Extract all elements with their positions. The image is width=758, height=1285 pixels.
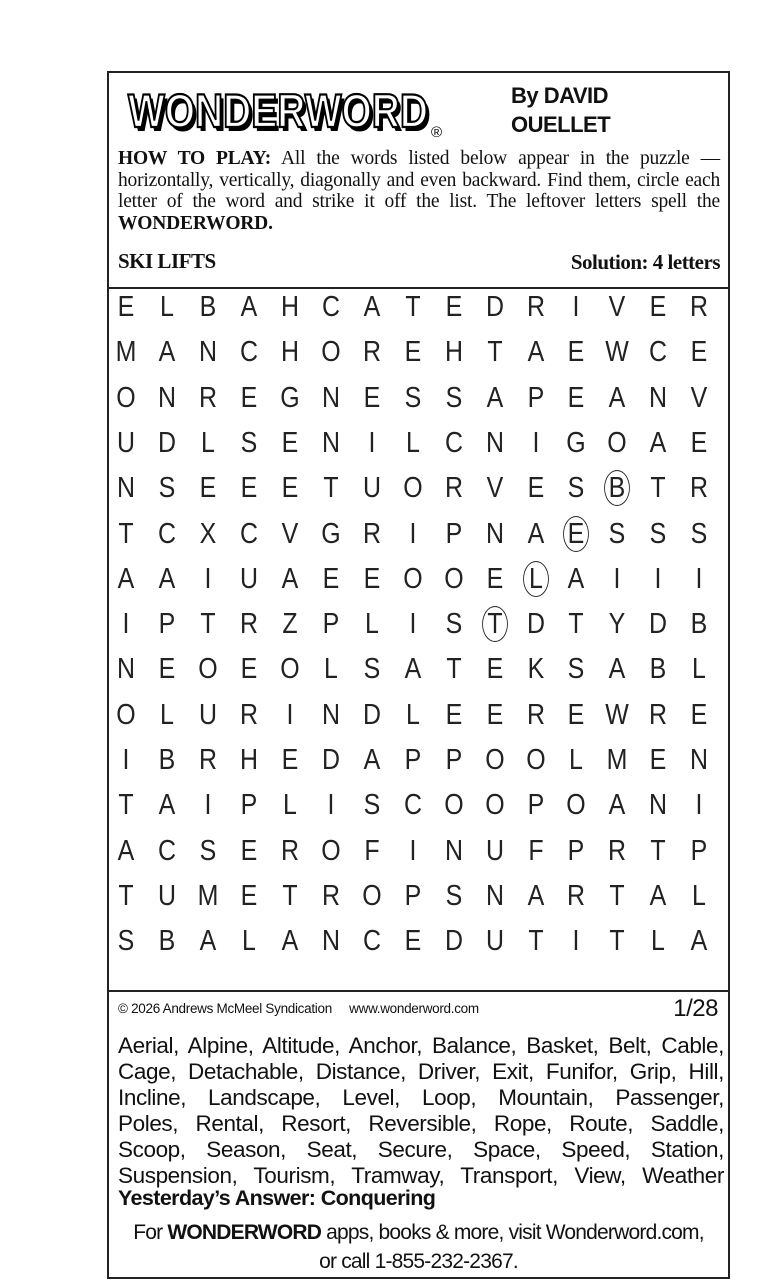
grid-letter[interactable]: R [608,834,627,867]
grid-letter[interactable]: A [527,879,544,912]
grid-letter[interactable]: T [486,336,503,369]
grid-letter[interactable]: C [239,517,258,550]
grid-letter[interactable]: R [526,698,545,731]
grid-letter[interactable]: U [157,879,176,912]
grid-letter[interactable]: P [445,517,462,550]
grid-letter[interactable]: D [362,698,381,731]
grid-letter[interactable]: U [485,925,504,958]
grid-letter[interactable]: E [117,291,135,323]
grid-letter[interactable]: L [323,653,338,686]
grid-letter[interactable]: U [485,834,504,867]
grid-letter[interactable]: B [158,744,176,776]
grid-letter[interactable]: I [409,608,417,641]
grid-letter[interactable]: O [321,336,341,369]
grid-letter[interactable]: A [199,925,217,958]
grid-letter[interactable]: E [445,291,462,323]
grid-letter[interactable]: C [321,291,340,323]
grid-letter[interactable]: L [405,426,420,459]
grid-letter[interactable]: H [280,291,299,323]
grid-letter[interactable]: E [322,562,340,595]
grid-letter[interactable]: S [650,517,667,550]
grid-letter[interactable]: L [405,698,420,731]
grid-letter[interactable]: A [404,653,421,686]
grid-letter[interactable]: E [363,381,381,414]
grid-letter[interactable]: E [281,744,299,776]
grid-letter[interactable]: G [321,517,341,550]
grid-letter[interactable]: R [198,381,217,414]
grid-letter[interactable]: A [240,291,258,323]
grid-letter[interactable]: L [159,698,174,731]
how-to-play-label: HOW TO PLAY: [118,148,272,169]
grid-letter[interactable]: O [443,562,464,595]
grid-letter[interactable]: E [199,472,217,505]
grid-letter[interactable]: G [566,426,587,459]
grid-letter[interactable]: A [281,925,299,958]
grid-letter[interactable]: S [445,381,462,414]
grid-letter[interactable]: E [281,472,299,505]
grid-letter[interactable]: V [690,381,708,414]
grid-letter[interactable]: B [690,608,708,641]
grid-letter[interactable]: E [568,698,585,731]
grid-letter[interactable]: R [321,879,340,912]
grid-letter[interactable]: N [157,381,176,414]
grid-letter[interactable]: W [605,698,630,731]
grid-letter[interactable]: T [568,608,585,641]
grid-letter[interactable]: L [200,426,215,459]
grid-letter[interactable]: E [690,698,708,731]
grid-letter[interactable]: A [158,562,176,595]
grid-letter[interactable]: I [204,789,212,822]
grid-letter[interactable]: E [240,879,258,912]
grid-letter[interactable]: F [364,834,380,867]
grid-letter[interactable]: O [484,789,505,822]
grid-letter[interactable]: A [609,653,626,686]
grid-letter[interactable]: T [609,879,626,912]
grid-letter[interactable]: L [692,879,707,912]
grid-letter[interactable]: D [444,925,463,958]
grid-letter[interactable]: L [364,608,379,641]
grid-letter[interactable]: I [695,789,703,822]
grid-letter[interactable]: P [322,608,340,641]
grid-letter[interactable]: D [526,608,545,641]
grid-letter[interactable]: N [116,472,136,505]
solution-length: Solution: 4 letters [570,250,720,274]
how-to-play-end: WONDERWORD. [118,212,273,234]
grid-letter[interactable]: R [444,472,463,505]
grid-letter[interactable]: R [690,291,709,323]
grid-letter[interactable]: I [122,608,130,641]
grid-letter[interactable]: A [158,789,176,822]
grid-letter[interactable]: N [321,925,340,958]
grid-letter[interactable]: N [321,381,340,414]
grid-letter[interactable]: H [280,336,299,369]
grid-letter[interactable]: E [690,336,708,369]
grid-letter[interactable]: E [281,426,299,459]
copyright: © 2026 Andrews McMeel Syndication www.wonderword.com [118,1001,479,1016]
grid-letter[interactable]: I [286,698,294,731]
grid-letter[interactable]: T [323,472,339,505]
grid-letter[interactable]: E [363,562,381,595]
grid-letter[interactable]: I [613,562,621,595]
grid-letter[interactable]: S [568,653,585,686]
grid-letter[interactable]: O [443,789,464,822]
grid-letter[interactable]: V [609,291,626,323]
grid-letter[interactable]: A [690,925,708,958]
grid-letter[interactable]: S [690,517,708,550]
grid-letter[interactable]: F [527,834,544,867]
yesterdays-answer: Yesterday’s Answer: Conquering [118,1186,436,1210]
grid-letter[interactable]: A [609,789,626,822]
grid-letter[interactable]: N [485,517,504,550]
grid-letter[interactable]: R [690,472,709,505]
grid-letter[interactable]: P [690,834,708,867]
grid-letter[interactable]: A [609,381,626,414]
grid-letter[interactable]: A [117,562,135,595]
wonderword-logo [123,79,453,139]
grid-letter[interactable]: C [157,834,176,867]
grid-letter[interactable]: S [117,925,135,958]
grid-letter[interactable]: S [445,608,462,641]
grid-letter[interactable]: S [158,472,176,505]
grid-letter[interactable]: M [197,879,219,912]
grid-letter[interactable]: E [240,834,258,867]
grid-letter[interactable]: O [566,789,587,822]
grid-letter[interactable]: P [240,789,258,822]
grid-letter[interactable]: D [485,291,504,323]
promo-line-1-rest: apps, books & more, visit Wonderword.com, [321,1221,704,1244]
grid-letter[interactable]: X [199,517,217,550]
grid-letter[interactable]: P [445,744,462,776]
grid-letter[interactable]: S [363,653,381,686]
grid-letter[interactable]: I [204,562,212,595]
grid-letter[interactable]: O [116,381,136,414]
grid-letter[interactable]: S [363,789,381,822]
grid-letter[interactable]: I [572,291,580,323]
grid-letter[interactable]: E [240,653,258,686]
grid-letter[interactable]: E [690,426,708,459]
grid-letter[interactable]: R [198,744,217,776]
grid-letter[interactable]: S [240,426,258,459]
grid-letter[interactable]: E [650,291,667,323]
grid-letter[interactable]: U [198,698,217,731]
grid-letter[interactable]: T [118,789,134,822]
grid-letter-circled[interactable]: T [477,604,511,644]
grid-letter[interactable]: R [526,291,545,323]
grid-letter[interactable]: E [404,925,421,958]
grid-letter[interactable]: N [444,834,463,867]
how-to-play [118,148,720,234]
grid-letter[interactable]: S [199,834,217,867]
promo [109,1218,728,1276]
grid-letter[interactable]: I [572,925,580,958]
grid-letter[interactable]: N [321,698,340,731]
grid-letter[interactable]: E [158,653,176,686]
grid-letter[interactable]: R [239,698,258,731]
grid-letter[interactable]: O [280,653,300,686]
grid-letter[interactable]: O [361,879,382,912]
grid-letter[interactable]: R [362,517,381,550]
grid-letter[interactable]: E [568,336,585,369]
word-list [118,1033,724,1189]
grid-letter[interactable]: E [240,472,258,505]
grid-letter[interactable]: A [486,381,503,414]
grid-letter[interactable]: O [607,426,628,459]
grid-letter[interactable]: A [568,562,585,595]
grid-letter[interactable]: C [444,426,463,459]
grid-letter[interactable]: U [239,562,258,595]
grid-letter[interactable]: D [157,426,176,459]
grid-letter[interactable]: T [609,925,626,958]
grid-letter[interactable]: N [485,426,504,459]
grid-letter[interactable]: I [409,834,417,867]
grid-letter[interactable]: W [605,336,630,369]
grid-letter[interactable]: N [485,879,504,912]
how-to-play-body: All the words listed below appear in the puzzle — horizontally, vertically, diagonally and even backward. Find them, circle each letter of the word and strike it off the list. The leftover letters spell the [118,148,720,212]
word-list-line: Incline, Landscape, Level, Loop, Mountain, Passenger, [118,1085,724,1110]
puzzle-panel [107,71,730,1279]
grid-letter[interactable]: N [198,336,217,369]
grid-letter[interactable]: L [282,789,297,822]
grid-letter[interactable]: N [690,744,709,776]
grid-letter[interactable]: O [198,653,218,686]
word-list-line: Suspension, Tourism, Tramway, Transport, View, Weather [118,1163,724,1188]
grid-letter[interactable]: S [445,879,462,912]
grid-letter-circled[interactable]: L [518,559,552,599]
grid-letter[interactable]: E [486,698,503,731]
grid-letter[interactable]: I [368,426,376,459]
promo-line-2: or call 1-855-232-2367. [319,1250,518,1273]
grid-letter[interactable]: L [159,291,174,323]
grid-letter[interactable]: A [363,744,381,776]
grid-letter[interactable]: I [122,744,130,776]
grid-letter[interactable]: B [158,925,176,958]
grid-letter[interactable]: R [239,608,258,641]
grid-letter[interactable]: S [404,381,421,414]
grid-letter[interactable]: C [403,789,422,822]
grid-bottom-divider [109,990,728,992]
grid-letter[interactable]: R [362,336,381,369]
grid-letter[interactable]: T [650,472,666,505]
puzzle-theme: SKI LIFTS [118,249,216,273]
puzzle-date: 1/28 [673,995,718,1022]
grid-letter[interactable]: A [527,336,544,369]
grid-letter[interactable]: A [158,336,176,369]
word-list-line: Scoop, Season, Seat, Secure, Space, Speed, Station, [118,1137,724,1162]
grid-letter[interactable]: N [321,426,340,459]
grid-letter[interactable]: T [527,925,544,958]
grid-letter[interactable]: O [402,472,423,505]
word-list-line: Poles, Rental, Resort, Reversible, Rope, Route, Saddle, [118,1111,724,1136]
grid-letter[interactable]: Z [282,608,298,641]
grid-letter[interactable]: O [402,562,423,595]
grid-letter[interactable]: T [200,608,216,641]
grid-letter[interactable]: P [158,608,176,641]
grid-letter[interactable]: M [115,336,137,369]
grid-letter[interactable]: D [321,744,340,776]
grid-letter[interactable]: A [117,834,135,867]
grid-letter[interactable]: A [363,291,381,323]
grid-letter[interactable]: E [486,653,503,686]
grid-letter[interactable]: H [444,336,463,369]
grid-letter[interactable]: O [321,834,341,867]
grid-letter[interactable]: B [650,653,667,686]
grid-letter[interactable]: P [527,789,544,822]
grid-letter[interactable]: I [327,789,335,822]
grid-letter[interactable]: N [649,789,668,822]
grid-letter[interactable]: N [116,653,136,686]
logo-text: WONDERWORD [128,84,428,137]
grid-letter[interactable]: E [240,381,258,414]
grid-letter[interactable]: T [118,517,134,550]
grid-letter[interactable]: T [405,291,421,323]
letter-grid [109,289,728,989]
grid-letter[interactable]: I [695,562,703,595]
grid-letter[interactable]: U [362,472,381,505]
grid-letter[interactable]: M [606,744,628,776]
grid-letter[interactable]: E [650,744,667,776]
grid-letter[interactable]: L [692,653,707,686]
grid-letter[interactable]: P [404,744,421,776]
grid-letter[interactable]: P [568,834,585,867]
grid-letter[interactable]: O [484,744,505,776]
grid-letter[interactable]: E [568,381,585,414]
grid-letter[interactable]: V [281,517,299,550]
grid-letter[interactable]: T [650,834,666,867]
grid-letter[interactable]: C [362,925,381,958]
grid-letter[interactable]: Y [609,608,626,641]
grid-letter[interactable]: C [649,336,668,369]
grid-letter[interactable]: H [239,744,258,776]
grid-letter[interactable]: K [527,653,544,686]
grid-letter[interactable]: C [239,336,258,369]
grid-letter[interactable]: E [527,472,544,505]
grid-letter[interactable]: U [116,426,136,459]
grid-letter[interactable]: N [649,381,668,414]
grid-letter[interactable]: I [409,517,417,550]
grid-letter[interactable]: T [282,879,298,912]
grid-letter[interactable]: S [568,472,585,505]
byline-line-1: By DAVID [511,83,609,108]
grid-letter[interactable]: A [281,562,299,595]
registered-mark: ® [431,124,443,139]
grid-letter[interactable]: O [116,698,136,731]
grid-letter[interactable]: S [609,517,626,550]
grid-letter[interactable]: V [486,472,503,505]
grid-letter[interactable]: R [567,879,586,912]
grid-letter[interactable]: R [649,698,668,731]
grid-letter[interactable]: E [486,562,503,595]
grid-letter[interactable]: L [569,744,584,776]
grid-letter[interactable]: O [525,744,546,776]
grid-letter[interactable]: P [527,381,544,414]
grid-letter[interactable]: A [527,517,544,550]
word-list-line: Aerial, Alpine, Altitude, Anchor, Balance, Basket, Belt, Cable, [118,1033,724,1058]
grid-letter[interactable]: T [118,879,134,912]
grid-letter[interactable]: A [650,879,667,912]
grid-letter-circled[interactable]: B [600,468,634,508]
grid-letter[interactable]: T [445,653,462,686]
grid-letter[interactable]: L [651,925,666,958]
grid-letter[interactable]: P [404,879,421,912]
grid-letter[interactable]: D [649,608,668,641]
promo-line-1 [109,1218,728,1247]
promo-brand: WONDERWORD [167,1221,322,1244]
grid-letter[interactable]: C [157,517,176,550]
grid-letter[interactable]: E [404,336,421,369]
logo-shadow: WONDERWORD [131,88,431,139]
grid-letter-circled[interactable]: E [559,514,593,554]
grid-letter[interactable]: A [650,426,667,459]
word-list-line: Cage, Detachable, Distance, Driver, Exit, Funifor, Grip, Hill, [118,1059,724,1084]
grid-letter[interactable]: R [280,834,299,867]
byline-line-2: OUELLET [511,112,611,137]
promo-prefix: For [133,1221,168,1244]
grid-letter[interactable]: B [199,291,217,323]
grid-letter[interactable]: I [532,426,539,459]
grid-letter[interactable]: E [445,698,462,731]
puzzle-header [109,73,728,289]
grid-letter[interactable]: G [280,381,300,414]
grid-letter[interactable]: I [654,562,662,595]
grid-letter[interactable]: L [241,925,256,958]
byline [511,81,610,139]
